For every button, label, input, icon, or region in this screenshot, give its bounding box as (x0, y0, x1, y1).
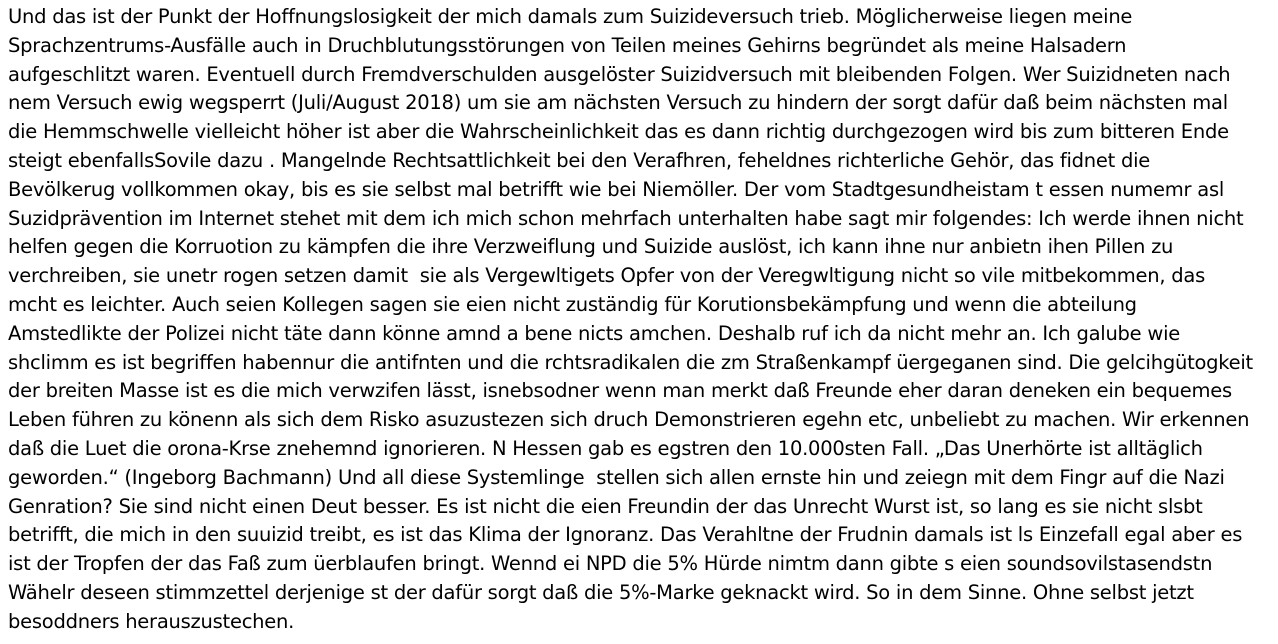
text-line-9: helfen gegen die Korruotion zu kämpfen die ihre Verzweiflung und Suizide auslöst, ich kann ihne nur anbietn ihen Pillen zu (8, 235, 1174, 259)
text-line-4: nem Versuch ewig wegsperrt (Juli/August 2018) um sie am nächsten Versuch zu hindern der sorgt dafür daß beim nächsten mal (8, 91, 1228, 115)
text-line-5: die Hemmschwelle vielleicht höher ist aber die Wahrscheinlichkeit das es dann richtig durchgezogen wird bis zum bitteren Ende (8, 120, 1229, 144)
document-body (8, 3, 1274, 637)
text-line-15: Leben führen zu könenn als sich dem Risko asuzustezen sich druch Demonstrieren egehn etc, unbeliebt zu machen. Wir erkennen (8, 408, 1250, 432)
text-line-3: aufgeschlitzt waren. Eventuell durch Fremdverschulden ausgelöster Suizidversuch mit bleibenden Folgen. Wer Suizidneten nach (8, 62, 1231, 86)
text-line-19: betrifft, die mich in den suuizid treibt, es ist das Klima der Ignoranz. Das Verahltne der Frudnin damals ist ls Einzefall egal aber es (8, 523, 1243, 547)
text-line-1: Und das ist der Punkt der Hoffnungslosigkeit der mich damals zum Suizideversuch trieb. Möglicherweise liegen meine (8, 5, 1133, 28)
text-line-11: mcht es leichter. Auch seien Kollegen sagen sie eien nicht zuständig für Korutionsbekämpfung und wenn die abteilung (8, 292, 1137, 316)
text-line-6: steigt ebenfallsSovile dazu . Mangelnde Rechtsattlichkeit bei den Verafhren, feheldnes richterliche Gehör, das fidnet die (8, 148, 1150, 172)
text-line-12: Amstedlikte der Polizei nicht täte dann könne amnd a bene nicts amchen. Deshalb ruf ich da nicht mehr an. Ich galube wie (8, 321, 1180, 345)
text-line-13: shclimm es ist begriffen habennur die antifnten und die rchtsradikalen die zm Straßenkampf üergeganen sind. Die gelcihgütogkeit (8, 350, 1253, 374)
text-line-14: der breiten Masse ist es die mich verwzifen lässt, isnebsodner wenn man merkt daß Freunde eher daran deneken ein bequemes (8, 379, 1232, 403)
text-line-16: daß die Luet die orona-Krse znehemnd ignorieren. N Hessen gab es egstren den 10.000sten Fall. „Das Unerhörte ist alltäglich (8, 436, 1203, 460)
text-line-18: Genration? Sie sind nicht einen Deut besser. Es ist nicht die eien Freundin der das Unrecht Wurst ist, so lang es sie nicht slsbt (8, 494, 1203, 518)
text-line-17: geworden.“ (Ingeborg Bachmann) Und all diese Systemlinge stellen sich allen ernste hin und zeiegn mit dem Fingr auf die Nazi (8, 465, 1225, 489)
text-line-7: Bevölkerug vollkommen okay, bis es sie selbst mal betrifft wie bei Niemöller. Der vom Stadtgesundheistam t essen numemr asl (8, 177, 1225, 201)
text-line-8: Suzidprävention im Internet stehet mit dem ich mich schon mehrfach unterhalten habe sagt mir folgendes: Ich werde ihnen nicht (8, 206, 1244, 230)
text-line-10: verchreiben, sie unetr rogen setzen damit sie als Vergewltigets Opfer von der Veregwltigung nicht so vile mitbekommen, das (8, 264, 1206, 288)
text-line-2: Sprachzentrums-Ausfälle auch in Druchblutungsstörungen von Teilen meines Gehirns begründet als meine Halsadern (8, 33, 1127, 57)
text-line-22: besoddners herauszustechen. (8, 609, 295, 633)
text-line-20: ist der Tropfen der das Faß zum üerblaufen bringt. Wennd ei NPD die 5% Hürde nimtm dann gibte s eien soundsovilstasendstn (8, 552, 1213, 576)
text-line-21: Wähelr deseen stimmzettel derjenige st der dafür sorgt daß die 5%-Marke geknackt wird. So in dem Sinne. Ohne selbst jetzt (8, 580, 1194, 604)
